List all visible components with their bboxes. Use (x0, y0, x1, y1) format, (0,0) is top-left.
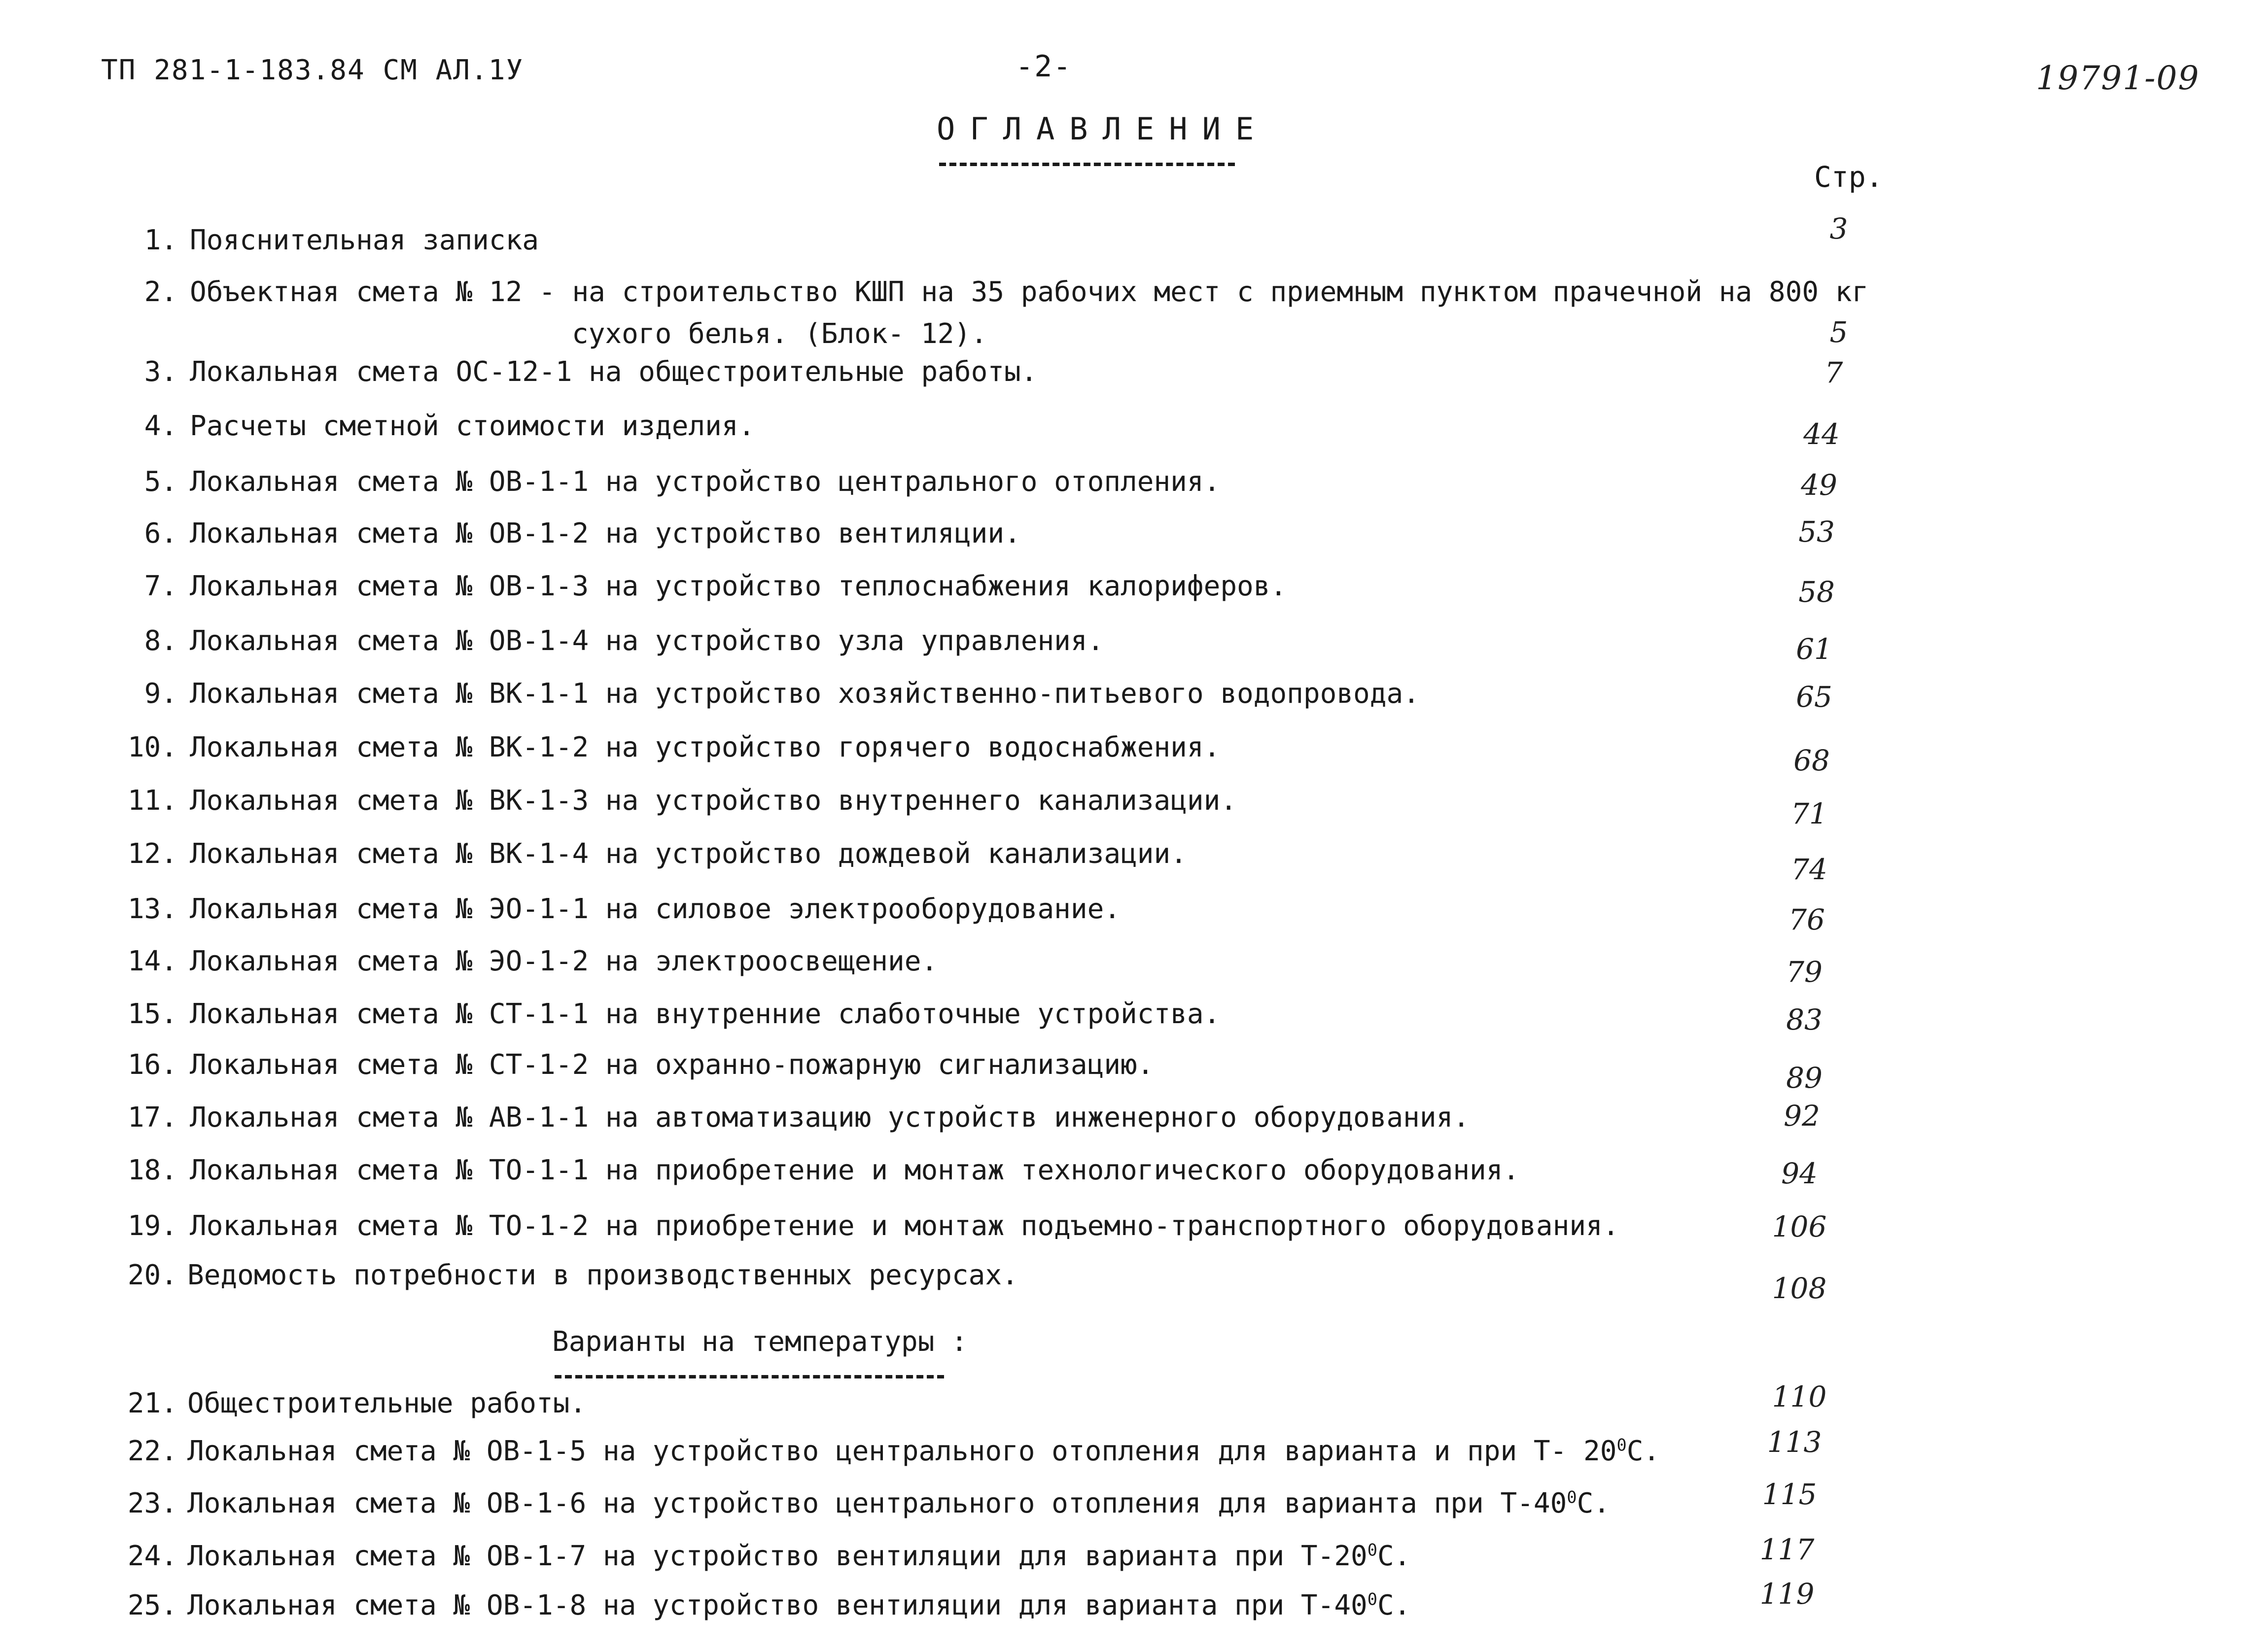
entry-text: Общестроительные работы. (187, 1387, 587, 1419)
entry-text: Локальная смета № ОВ-1-4 на устройство узла управления. (190, 625, 1104, 657)
entry-number: 24. (127, 1540, 177, 1572)
subheading-underline (555, 1375, 944, 1378)
entry-number: 20. (127, 1259, 177, 1291)
entry-page: 79 (1786, 955, 1823, 989)
toc-entry (0, 1577, 2244, 1644)
entry-text: Ведомость потребности в производственных ресурсах. (187, 1259, 1018, 1291)
entry-page: 7 (1824, 356, 1843, 389)
toc-entry (0, 893, 2244, 947)
toc-entry (0, 785, 2244, 839)
page-marker: -2- (1016, 49, 1072, 84)
entry-number: 6. (144, 517, 177, 550)
toc-entry (0, 945, 2244, 999)
entry-number: 1. (144, 224, 177, 256)
entry-text: Локальная смета № ВК-1-1 на устройство хозяйственно-питьевого водопровода. (190, 678, 1420, 710)
entry-number: 5. (144, 466, 177, 498)
entry-text: Локальная смета № ТО-1-2 на приобретение и монтаж подъемно-транспортного оборудования. (190, 1210, 1619, 1242)
entry-number: 10. (127, 731, 177, 763)
variants-subheading: Варианты на температуры : (552, 1326, 968, 1358)
toc-entry (0, 517, 2244, 572)
toc-entry (0, 410, 2244, 464)
entry-page: 71 (1791, 797, 1827, 830)
toc-entry (0, 625, 2244, 679)
entry-page: 119 (1759, 1577, 1815, 1611)
toc-entry (0, 1049, 2244, 1103)
entry-number: 2. (144, 276, 177, 308)
entry-page: 61 (1796, 632, 1832, 666)
entry-number: 14. (127, 945, 177, 977)
entry-text: Локальная смета № ОВ-1-5 на устройство центрального отопления для варианта и при Т- $20^0С$. (187, 1435, 1660, 1467)
entry-page: 3 (1829, 212, 1848, 245)
entry-text: Локальная смета № ТО-1-1 на приобретение и монтаж технологического оборудования. (190, 1154, 1520, 1186)
entry-text: Локальная смета № ОВ-1-3 на устройство теплоснабжения калориферов. (190, 570, 1287, 602)
toc-entry (0, 731, 2244, 786)
entry-number: 16. (127, 1049, 177, 1081)
entry-text: Локальная смета № ОВ-1-7 на устройство вентиляции для варианта при $Т-20^0С$. (187, 1540, 1411, 1572)
toc-entry (0, 1210, 2244, 1264)
entry-page: 110 (1772, 1380, 1827, 1413)
toc-entry (0, 1259, 2244, 1313)
entry-text: Локальная смета № ОВ-1-6 на устройство центрального отопления для варианта при $Т-40^0С$. (187, 1487, 1610, 1519)
entry-text: Локальная смета № ОВ-1-8 на устройство вентиляции для варианта при $Т-40^0С$. (187, 1589, 1411, 1621)
entry-page: 49 (1801, 468, 1837, 502)
entry-text: Объектная смета № 12 - на строительство КШП на 35 рабочих мест с приемным пунктом прачечной на 800 кг (190, 276, 1869, 308)
entry-number: 23. (127, 1487, 177, 1519)
entry-number: 9. (144, 678, 177, 710)
page-title: ОГЛАВЛЕНИЕ (937, 111, 1269, 147)
entry-number: 12. (127, 838, 177, 870)
entry-text: Локальная смета № ОВ-1-1 на устройство центрального отопления. (190, 466, 1221, 498)
entry-page: 53 (1798, 515, 1835, 549)
toc-entry (0, 570, 2244, 624)
inventory-number: 19791-09 (2036, 59, 2200, 97)
entry-number: 22. (127, 1435, 177, 1467)
entry-page: 113 (1767, 1425, 1822, 1459)
entry-number: 17. (127, 1101, 177, 1134)
entry-page: 5 (1829, 315, 1848, 349)
entry-number: 21. (127, 1387, 177, 1419)
toc-entry (0, 1380, 2244, 1442)
toc-entry (0, 1101, 2244, 1156)
entry-page: 108 (1772, 1272, 1827, 1305)
entry-number: 25. (127, 1589, 177, 1621)
entry-page: 106 (1772, 1210, 1827, 1243)
entry-page: 58 (1798, 575, 1835, 609)
entry-text: Расчеты сметной стоимости изделия. (190, 410, 755, 442)
entry-page: 65 (1796, 680, 1832, 714)
entry-number: 18. (127, 1154, 177, 1186)
entry-number: 15. (127, 998, 177, 1030)
toc-entry (0, 678, 2244, 732)
entry-text: Локальная смета № ЭО-1-1 на силовое электрооборудование. (190, 893, 1121, 925)
toc-entry (0, 998, 2244, 1052)
entry-text: Локальная смета № СТ-1-1 на внутренние слаботочные устройства. (190, 998, 1221, 1030)
toc-entry (0, 356, 2244, 410)
entry-page: 115 (1762, 1478, 1817, 1511)
entry-page: 117 (1759, 1533, 1815, 1566)
toc-entry (0, 466, 2244, 520)
toc-entry (0, 1533, 2244, 1594)
entry-page: 94 (1781, 1157, 1818, 1190)
toc-entry (0, 838, 2244, 892)
entry-number: 7. (144, 570, 177, 602)
entry-number: 19. (127, 1210, 177, 1242)
entry-page: 68 (1793, 744, 1830, 777)
entry-text-continuation: сухого белья. (Блок- 12). (572, 318, 987, 350)
entry-text: Локальная смета № ВК-1-2 на устройство горячего водоснабжения. (190, 731, 1221, 763)
entry-text: Локальная смета № СТ-1-2 на охранно-пожарную сигнализацию. (190, 1049, 1154, 1081)
entry-number: 8. (144, 625, 177, 657)
entry-number: 13. (127, 893, 177, 925)
entry-number: 11. (127, 785, 177, 817)
entry-page: 76 (1788, 903, 1825, 936)
entry-page: 44 (1803, 417, 1840, 451)
entry-text: Локальная смета ОС-12-1 на общестроительные работы. (190, 356, 1038, 388)
toc-entry (0, 212, 2244, 278)
entry-page: 83 (1786, 1003, 1823, 1036)
toc-entry (0, 1478, 2244, 1542)
page-column-label: Стр. (1814, 160, 1883, 194)
entry-text: Локальная смета № ВК-1-4 на устройство дождевой канализации. (190, 838, 1187, 870)
entry-text: Локальная смета № АВ-1-1 на автоматизацию устройств инженерного оборудования. (190, 1101, 1470, 1134)
document-code: ТП 281-1-183.84 СМ АЛ.1У (101, 54, 524, 86)
toc-entry (0, 1154, 2244, 1208)
entry-page: 89 (1786, 1061, 1823, 1095)
entry-number: 3. (144, 356, 177, 388)
entry-page: 92 (1784, 1099, 1820, 1133)
entry-text: Пояснительная записка (190, 224, 539, 256)
entry-text: Локальная смета № ЭО-1-2 на электроосвещение. (190, 945, 938, 977)
entry-text: Локальная смета № ВК-1-3 на устройство внутреннего канализации. (190, 785, 1237, 817)
entry-page: 74 (1791, 853, 1827, 886)
entry-number: 4. (144, 410, 177, 442)
title-underline (939, 163, 1235, 166)
toc-entry (0, 1425, 2244, 1489)
entry-text: Локальная смета № ОВ-1-2 на устройство вентиляции. (190, 517, 1021, 550)
